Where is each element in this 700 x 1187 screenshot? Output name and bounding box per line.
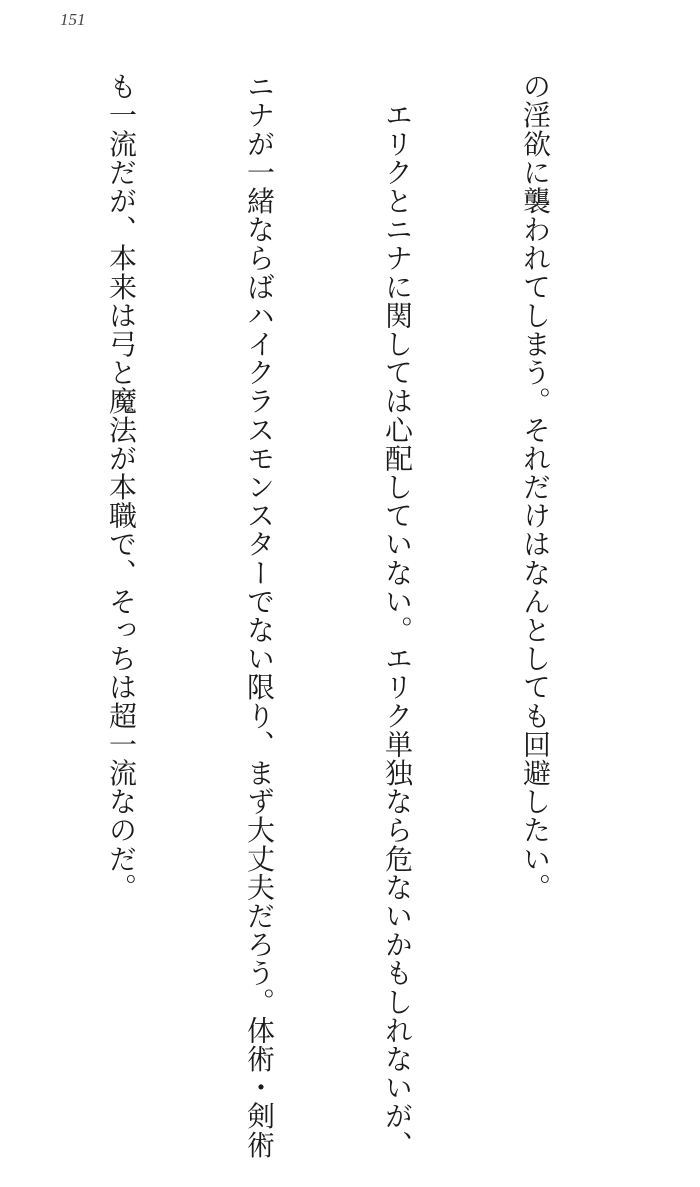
text-line: の淫欲に襲われてしまう。それだけはなんとしても回避したい。 — [519, 72, 552, 902]
text-line: エリクとニナに関しては心配していない。エリク単独なら危ないかもしれないが、 — [381, 72, 414, 1159]
text-line: ニナが一緒ならばハイクラスモンスターでない限り、まず大丈夫だろう。体術・剣術 — [243, 72, 276, 1159]
body-text — [0, 72, 650, 1159]
text-line — [0, 72, 6, 1032]
text-line: も一流だが、本来は弓と魔法が本職で、そっちは超一流なのだ。 — [105, 72, 138, 902]
page-number: 151 — [60, 10, 86, 29]
